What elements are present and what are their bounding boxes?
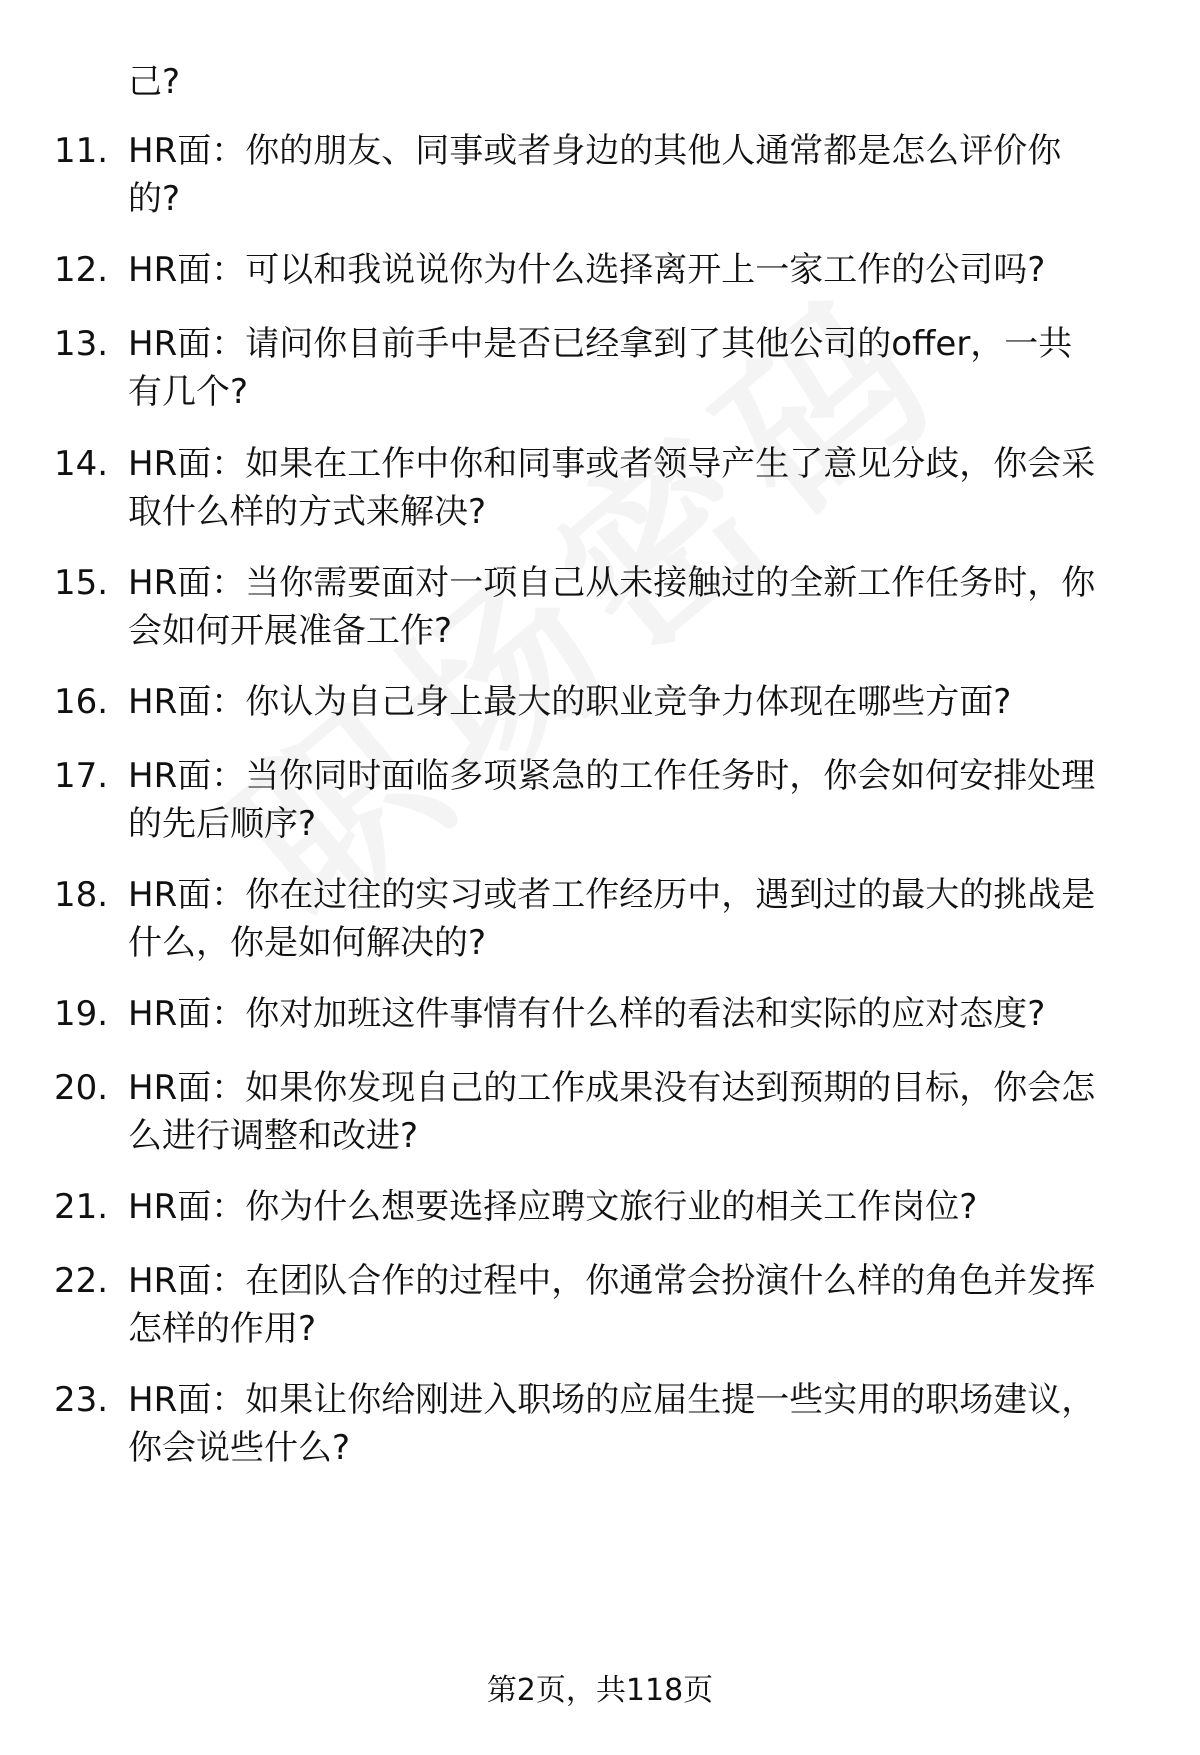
question-text [128, 320, 1168, 416]
question-number: 13. [54, 324, 109, 364]
question-line: HR面：你对加班这件事情有什么样的看法和实际的应对态度? [128, 994, 1046, 1034]
question-line: 的先后顺序? [128, 804, 317, 844]
question-line: HR面：在团队合作的过程中，你通常会扮演什么样的角色并发挥 [128, 1261, 1096, 1301]
question-number: 22. [54, 1261, 109, 1301]
question-line: 什么，你是如何解决的? [128, 923, 487, 963]
question-number: 14. [54, 444, 109, 484]
question-line: HR面：你的朋友、同事或者身边的其他人通常都是怎么评价你 [128, 131, 1062, 171]
question-text [128, 871, 1168, 967]
question-text [128, 1183, 1168, 1231]
question-text [128, 440, 1168, 536]
question-line: HR面：你为什么想要选择应聘文旅行业的相关工作岗位? [128, 1187, 978, 1227]
question-number: 23. [54, 1380, 109, 1420]
question-line: HR面：当你需要面对一项自己从未接触过的全新工作任务时，你 [128, 563, 1096, 603]
question-text [128, 127, 1168, 223]
question-number: 20. [54, 1068, 109, 1108]
question-line: 么进行调整和改进? [128, 1116, 419, 1156]
question-line: 你会说些什么? [128, 1428, 351, 1468]
question-line: HR面：你认为自己身上最大的职业竞争力体现在哪些方面? [128, 682, 1012, 722]
question-number: 19. [54, 994, 109, 1034]
question-number: 17. [54, 756, 109, 796]
question-line: 会如何开展准备工作? [128, 611, 453, 651]
question-text [128, 1064, 1168, 1160]
question-line: 的? [128, 179, 181, 219]
question-line: HR面：可以和我说说你为什么选择离开上一家工作的公司吗? [128, 250, 1046, 290]
question-number: 21. [54, 1187, 109, 1227]
question-text [128, 1257, 1168, 1353]
question-text [128, 559, 1168, 655]
question-line: HR面：如果在工作中你和同事或者领导产生了意见分歧，你会采 [128, 444, 1096, 484]
question-line: 有几个? [128, 372, 249, 412]
question-number: 15. [54, 563, 109, 603]
question-line: HR面：请问你目前手中是否已经拿到了其他公司的offer，一共 [128, 324, 1073, 364]
question-line: 怎样的作用? [128, 1309, 317, 1349]
question-number: 11. [54, 131, 109, 171]
question-number: 16. [54, 682, 109, 722]
question-text [128, 990, 1168, 1038]
page-footer: 第2页，共118页 [486, 1673, 714, 1708]
question-line: HR面：当你同时面临多项紧急的工作任务时，你会如何安排处理 [128, 756, 1096, 796]
question-text [128, 678, 1168, 726]
question-text [128, 1376, 1168, 1472]
question-number: 18. [54, 875, 109, 915]
question-line: HR面：你在过往的实习或者工作经历中，遇到过的最大的挑战是 [128, 875, 1096, 915]
continuation-text: 己? [128, 62, 181, 102]
question-text [128, 246, 1168, 294]
question-line: 取什么样的方式来解决? [128, 492, 487, 532]
question-line: HR面：如果你发现自己的工作成果没有达到预期的目标，你会怎 [128, 1068, 1096, 1108]
question-text [128, 752, 1168, 848]
question-number: 12. [54, 250, 109, 290]
question-line: HR面：如果让你给刚进入职场的应届生提一些实用的职场建议， [128, 1380, 1096, 1420]
